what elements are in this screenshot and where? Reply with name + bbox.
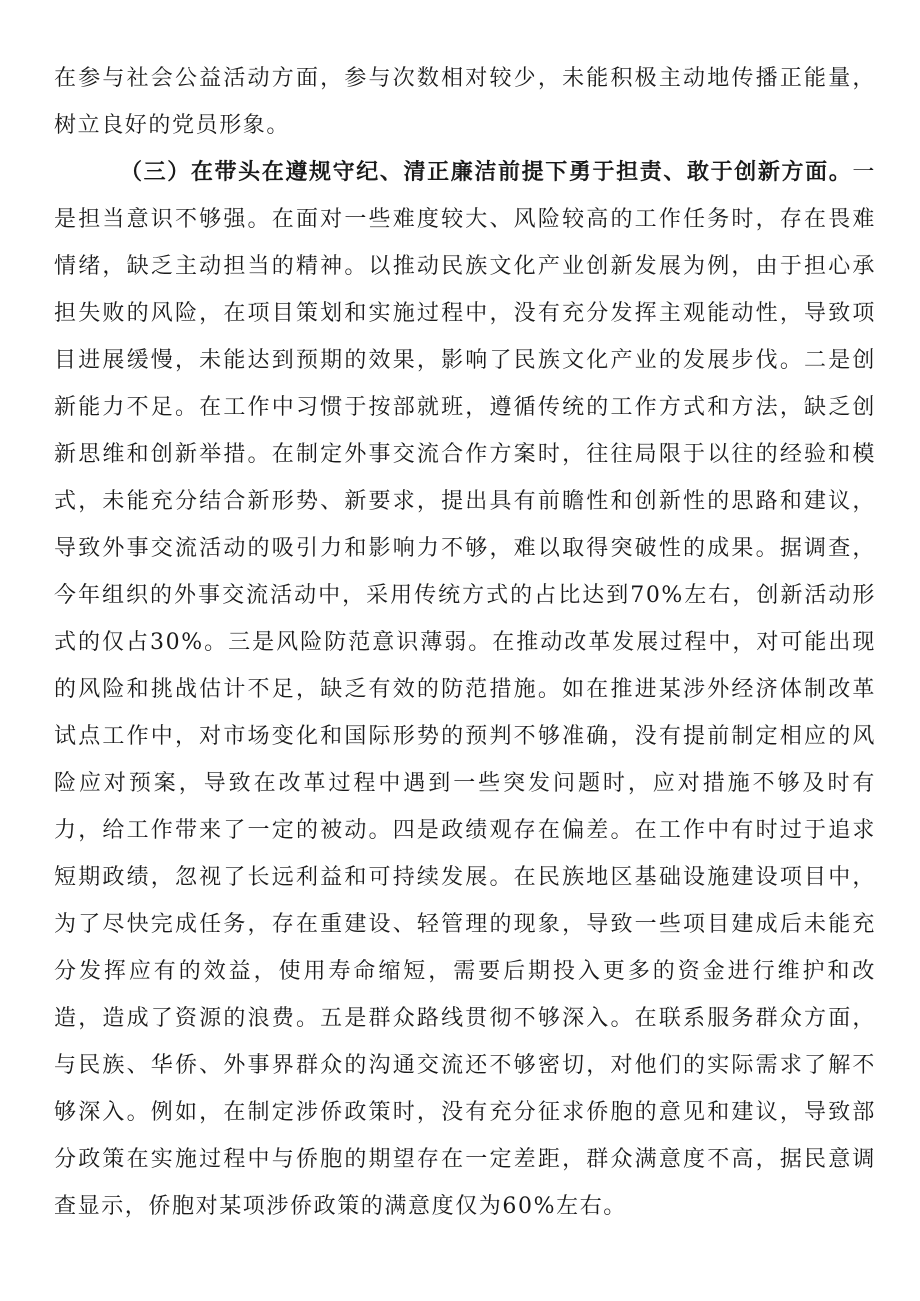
section-body: 一是担当意识不够强。在面对一些难度较大、风险较高的工作任务时，存在畏难情绪，缺乏主动担当的精神。以推动民族文化产业创新发展为例，由于担心承担失败的风险，在项目策划和实施过程中，没有充分发挥主观能动性，导致项目进展缓慢，未能达到预期的效果，影响了民族文化产业的发展步伐。二是创新能力不足。在工作中习惯于按部就班，遵循传统的工作方式和方法，缺乏创新思维和创新举措。在制定外事交流合作方案时，往往局限于以往的经验和模式，未能充分结合新形势、新要求，提出具有前瞻性和创新性的思路和建议，导致外事交流活动的吸引力和影响力不够，难以取得突破性的成果。据调查，今年组织的外事交流活动中，采用传统方式的占比达到70%左右，创新活动形式的仅占30%。三是风险防范意识薄弱。在推动改革发展过程中，对可能出现的风险和挑战估计不足，缺乏有效的防范措施。如在推进某涉外经济体制改革试点工作中，对市场变化和国际形势的预判不够准确，没有提前制定相应的风险应对预案，导致在改革过程中遇到一些突发问题时，应对措施不够及时有力，给工作带来了一定的被动。四是政绩观存在偏差。在工作中有时过于追求短期政绩，忽视了长远利益和可持续发展。在民族地区基础设施建设项目中，为了尽快完成任务，存在重建设、轻管理的现象，导致一些项目建成后未能充分发挥应有的效益，使用寿命缩短，需要后期投入更多的资金进行维护和改造，造成了资源的浪费。五是群众路线贯彻不够深入。在联系服务群众方面，与民族、华侨、外事界群众的沟通交流还不够密切，对他们的实际需求了解不够深入。例如，在制定涉侨政策时，没有充分征求侨胞的意见和建议，导致部分政策在实施过程中与侨胞的期望存在一定差距，群众满意度不高，据民意调查显示，侨胞对某项涉侨政策的满意度仅为60%左右。	[54, 160, 876, 1219]
section-heading: （三）在带头在遵规守纪、清正廉洁前提下勇于担责、敢于创新方面。	[120, 160, 853, 185]
document-page	[54, 55, 876, 1230]
paragraph-continuation: 在参与社会公益活动方面，参与次数相对较少，未能积极主动地传播正能量，树立良好的党员形象。	[54, 66, 876, 138]
section-paragraph	[54, 149, 876, 1230]
